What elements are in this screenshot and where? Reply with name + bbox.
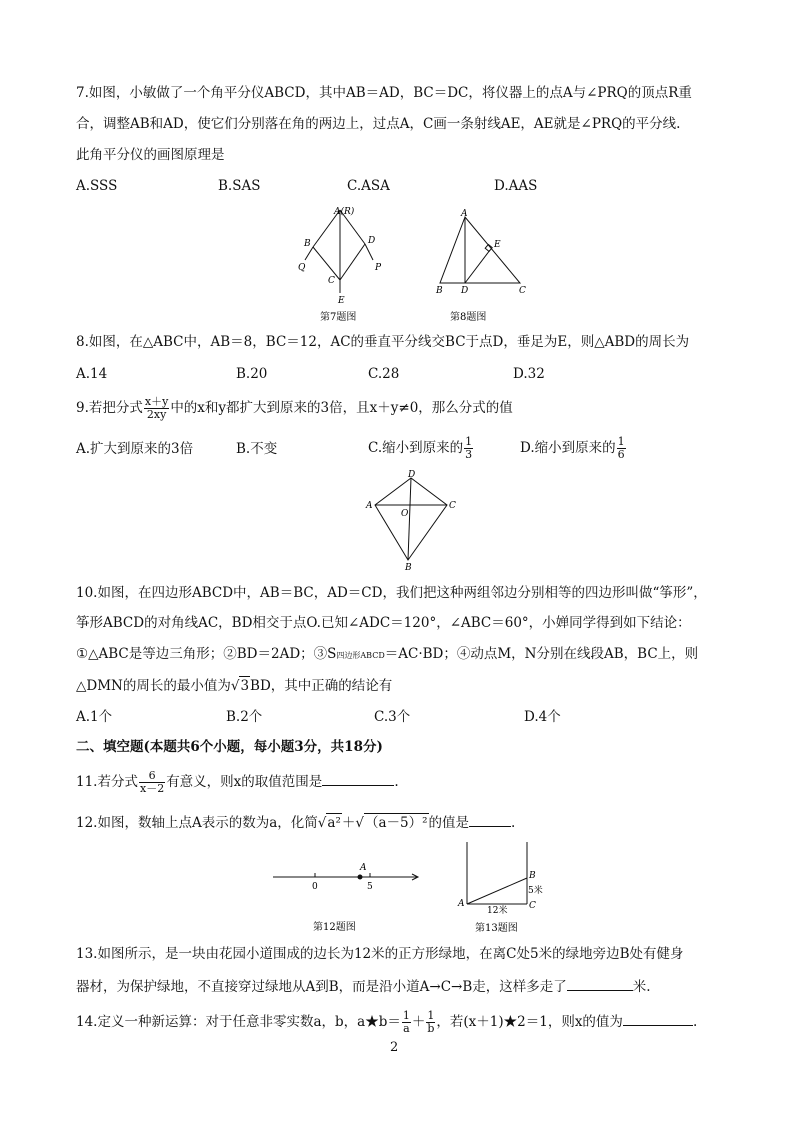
q10-line3: ①△ABC是等边三角形；②BD＝2AD；③S四边形ABCD＝AC·BD；④动点M，N分别在线段AB，BC上，则 [76,646,699,662]
fig13-label-b: B [529,871,536,881]
q14-line: 14.定义一种新运算：对于任意非零实数a，b，a★b＝ $\frac{1}{a}$ ＋ $\frac{1}{b}$ ，若(x＋1)★2＝1，则x的值为 . [76,1009,698,1035]
figure-q10 [360,468,460,572]
q7-option-c: C.ASA [347,178,390,194]
fig10-label-c: C [449,501,456,511]
fig13-label-a: A [458,899,465,909]
q10-option-c: C.3个 [374,709,411,725]
q7-line2: 合，调整AB和AD，使它们分别落在角的两边上，过点A，C画一条射线AE，AE就是∠PRQ的平分线. [76,116,681,132]
q7-option-d: D.AAS [494,178,538,194]
page-number: 2 [390,1040,399,1055]
q9-option-b: B.不变 [236,441,278,457]
fig12-label-five: 5 [367,882,373,892]
fig12-label-a: A [360,863,367,873]
q13-answer-blank [567,976,633,991]
figure-q8 [428,200,538,325]
q10-line4: △DMN的周长的最小值为√3BD，其中正确的结论有 [76,678,393,694]
fig10-label-o: O [401,509,409,519]
q12-line: 12.如图，数轴上点A表示的数为a，化简√a²＋√（a－5）²的值是 . [76,812,515,832]
q10-option-b: B.2个 [226,709,263,725]
q13-line1: 13.如图所示，是一块由花园小道围成的边长为12米的正方形绿地，在离C处5米的绿地旁边B处有健身 [76,946,684,962]
fig7-label-d: D [368,236,376,246]
q10-option-d: D.4个 [524,709,561,725]
q11-line: 11.若分式 $\frac{6}{x-2}$ 有意义，则x的取值范围是 . [76,769,399,795]
fig10-label-d: D [408,470,416,480]
figure-q12 [268,855,428,935]
fig8-label-d: D [461,286,469,296]
fig8-label-b: B [436,286,443,296]
fig7-label-q: Q [298,263,306,273]
q7-option-a: A.SSS [76,178,118,194]
q8-option-c: C.28 [368,366,400,382]
section-heading: 二、填空题(本题共6个小题，每小题3分，共18分) [76,739,383,755]
fig7-label-b: B [304,239,311,249]
fig12-label-zero: 0 [312,882,318,892]
q14-answer-blank [623,1011,693,1026]
fig10-label-b: B [405,563,412,572]
q10-line2: 筝形ABCD的对角线AC，BD相交于点O.已知∠ADC＝120°，∠ABC＝60°，小婵同学得到如下结论： [76,615,691,631]
q11-answer-blank [322,771,394,786]
fig12-point-a [358,875,363,880]
fig8-label-c: C [519,286,526,296]
q9-fraction: $\frac{x+y}{2xy}$ [144,395,169,421]
q7-line1: 7.如图，小敏做了一个角平分仪ABCD，其中AB＝AD，BC＝DC，将仪器上的点A与∠PRQ的顶点R重 [76,85,692,101]
q9-option-c: C.缩小到原来的 $\frac{1}{3}$ [368,435,473,461]
fig7-caption: 第7题图 [320,312,357,323]
q12-answer-blank [469,812,511,827]
q10-option-a: A.1个 [76,709,113,725]
q8-option-b: B.20 [236,366,268,382]
fig13-label-12m: 12米 [487,906,508,916]
fig13-caption: 第13题图 [475,923,518,934]
q7-line3: 此角平分仪的画图原理是 [76,147,225,163]
fig7-label-a: A(R) [334,207,355,217]
fig8-caption: 第8题图 [450,312,487,323]
q9-option-d: D.缩小到原来的 $\frac{1}{6}$ [520,435,625,461]
fig8-label-a: A [461,209,468,219]
q7-option-b: B.SAS [218,178,261,194]
fig8-label-e: E [494,240,501,250]
fig10-label-a: A [366,501,373,511]
fig7-label-p: P [375,263,382,273]
q8-option-d: D.32 [513,366,545,382]
q13-line2: 器材，为保护绿地，不直接穿过绿地从A到B，而是沿小道A→C→B走，这样多走了 米. [76,976,651,996]
q8-option-a: A.14 [76,366,108,382]
q11-fraction: $\frac{6}{x-2}$ [139,769,165,795]
fig13-label-c: C [529,901,536,911]
figure-q13 [455,836,555,936]
q8-line1: 8.如图，在△ABC中，AB＝8，BC＝12，AC的垂直平分线交BC于点D，垂足为E，则△ABD的周长为 [76,334,690,350]
q9-text-pre: 9.若把分式 [76,400,143,416]
fig12-caption: 第12题图 [313,922,356,933]
fig7-label-c: C [328,276,335,286]
figure-q7 [290,200,390,325]
q9-option-a: A.扩大到原来的3倍 [76,441,194,457]
q9-text-post: 中的x和y都扩大到原来的3倍，且x＋y≠0，那么分式的值 [170,400,513,416]
q9-line1 [76,396,513,421]
fig7-label-e: E [338,296,345,306]
q10-line1: 10.如图，在四边形ABCD中，AB＝BC，AD＝CD，我们把这种两组邻边分别相等的四边形叫做“筝形”， [76,585,707,601]
fig13-label-5m: 5米 [528,886,543,896]
